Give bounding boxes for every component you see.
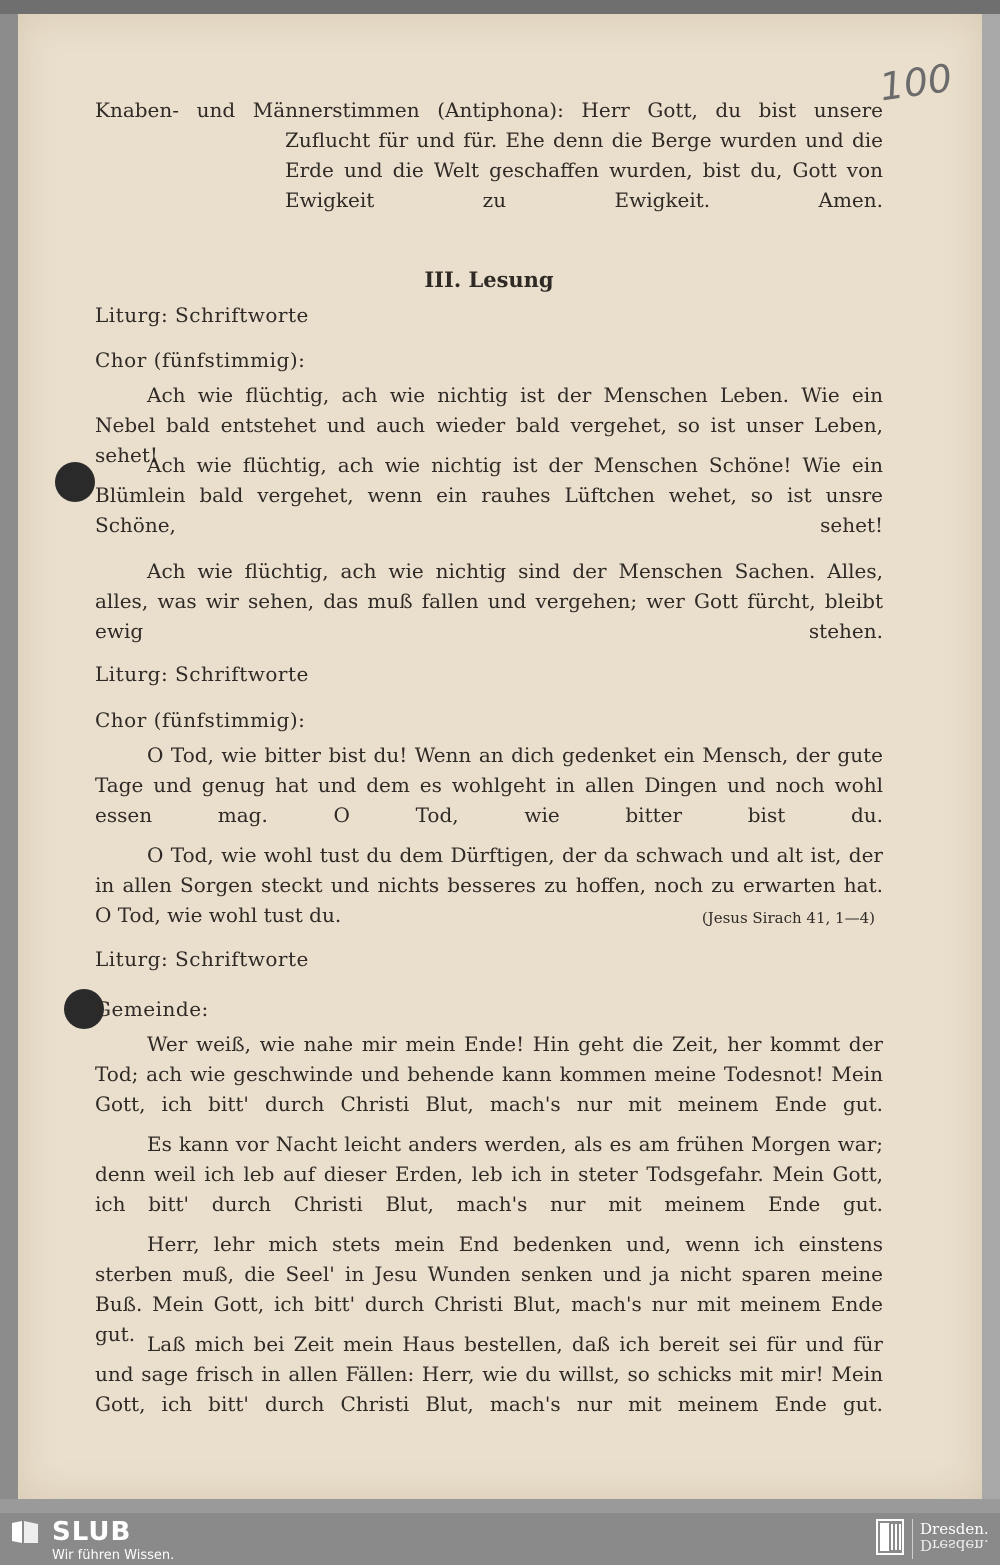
liturg-label: Liturg: Schriftworte [95, 662, 309, 686]
gemeinde-label: Gemeinde: [95, 997, 209, 1021]
slub-tagline: Wir führen Wissen. [52, 1548, 175, 1563]
chor-stanza: O Tod, wie bitter bist du! Wenn an dich gedenket ein Mensch, der gute Tage und genug hat und dem es wohlgeht in allen Dingen und noch wohl essen mag. O Tod, wie bitter bist du. [95, 743, 883, 827]
scan-edge-bottom [0, 1499, 1000, 1513]
chor-label: Chor (fünfstimmig): [95, 348, 306, 372]
liturg-label: Liturg: Schriftworte [95, 303, 309, 327]
dresden-wordmark[interactable]: Dresden. Dresden. [920, 1520, 989, 1554]
footer-bar [0, 1513, 1000, 1565]
scan-border [0, 0, 1000, 14]
section-heading: III. Lesung [424, 267, 554, 292]
gemeinde-stanza: Es kann vor Nacht leicht anders werden, als es am frühen Morgen war; denn weil ich leb auf dieser Erden, leb ich in steter Todsgefahr. Mein Gott, ich bitt' durch Christi Blut, mach's nur mit meinem Ende gut. [95, 1132, 883, 1216]
gemeinde-stanza: Herr, lehr mich stets mein End bedenken und, wenn ich einstens sterben muß, die Seel' in Jesu Wunden senken und ja nicht sparen meine Buß. Mein Gott, ich bitt' durch Christi Blut, mach's nur mit meinem Ende gut. [95, 1232, 883, 1346]
gemeinde-stanza: Wer weiß, wie nahe mir mein Ende! Hin geht die Zeit, her kommt der Tod; ach wie geschwinde und behende kann kommen meine Todesnot! Mein Gott, ich bitt' durch Christi Blut, mach's nur mit meinem Ende gut. [95, 1032, 883, 1116]
chor-label: Chor (fünfstimmig): [95, 708, 306, 732]
scan-edge-right [982, 14, 1000, 1499]
footer-divider [912, 1519, 913, 1559]
handwritten-folio-number: 100 [876, 55, 955, 110]
punch-hole [55, 462, 95, 502]
dresden-crest-icon [876, 1519, 904, 1555]
antiphona-paragraph: Knaben- und Männerstimmen (Antiphona): Herr Gott, du bist unsere Zuflucht für und für. Ehe denn die Berge wurden und die Erde und die Welt geschaffen wurden, bist du, Gott von Ewigkeit zu Ewigkeit. Amen. [95, 98, 883, 212]
chor-stanza: O Tod, wie wohl tust du dem Dürftigen, der da schwach und alt ist, der in allen Sorgen steckt und nichts besseres zu hoffen, noch zu erwarten hat. O Tod, wie wohl tust du. [95, 843, 883, 927]
scripture-citation: (Jesus Sirach 41, 1—4) [701, 909, 875, 927]
chor-stanza: Ach wie flüchtig, ach wie nichtig sind der Menschen Sachen. Alles, alles, was wir sehen, das muß fallen und vergehen; wer Gott fürcht, bleibt ewig stehen. [95, 559, 883, 643]
slub-brand[interactable]: SLUB [52, 1517, 132, 1547]
slub-book-icon [10, 1519, 40, 1545]
liturg-label: Liturg: Schriftworte [95, 947, 309, 971]
gemeinde-stanza: Laß mich bei Zeit mein Haus bestellen, daß ich bereit sei für und für und sage frisch in allen Fällen: Herr, wie du willst, so schicks mit mir! Mein Gott, ich bitt' durch Christi Blut, mach's nur mit meinem Ende gut. [95, 1332, 883, 1416]
chor-stanza: Ach wie flüchtig, ach wie nichtig ist der Menschen Schöne! Wie ein Blümlein bald vergehet, wenn ein rauhes Lüftchen wehet, so ist unsre Schöne, sehet! [95, 453, 883, 537]
chor-stanza: Ach wie flüchtig, ach wie nichtig ist der Menschen Leben. Wie ein Nebel bald entstehet und auch wieder bald vergehet, so ist unser Leben, sehet! [95, 383, 883, 467]
